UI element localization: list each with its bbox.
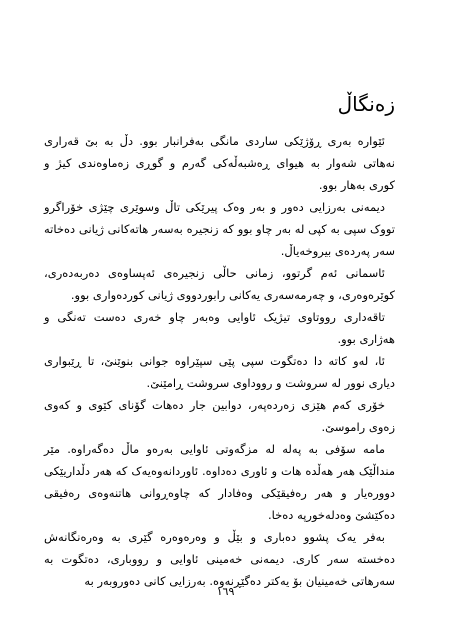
chapter-title: زەنگاڵ <box>337 92 395 116</box>
paragraph: مامە سۆفی بە پەلە لە مزگەوتی ئاوایی بەرەو ماڵ دەگەراوە. مێر منداڵێک هەر هەڵدە هات و ئاوری دەداوە. ئاوردانەوەیەک کە هەر دڵداریێکی دوورەیار و هەر رەفیقێکی وەفادار کە چاوەڕوانی هاتنەوەی رەفیقی دەکێشێ وەدلەخورپە دەخا. <box>44 442 395 522</box>
paragraph: خۆری کەم هێزی زەردەپەر، دوابین جار دەهات گۆنای کێوی و کەوی زەوی راموسێ. <box>44 398 395 434</box>
body-text <box>44 130 395 592</box>
paragraph: بەفر یەک پشوو دەباری و بێڵ و وەرەوەرە گێری بە وەرەنگانەش دەخستە سەر کاری. دیمەنی خەمینی ئاوایی و رووباری، دەتگوت بە سەرهاتی خەمینیان بۆ یەکتر دەگێڕنەوە. بەرزایی کانی دەوروبەر بە <box>44 530 395 588</box>
paragraph: تاقەداری رووتاوی تیژیک ئاوایی وەبەر چاو خەری دەست تەنگی و هەژاری بوو. <box>44 310 395 346</box>
page-number: ١٦٩ <box>216 585 235 598</box>
paragraph: ئا، لەو کاتە دا دەتگوت سپی پێی سپێراوە جوانی بنوێنێ، تا ڕێبواری دیاری نوور لە سروشت و رووداوی سروشت ڕامێنێ. <box>44 354 395 390</box>
paragraph: ئێوارە بەری ڕۆژێکی ساردی مانگی بەفرانبار بوو. دڵ بە بێ قەراری نەهاتی شەوار بە هیوای ڕەشبەڵەکی گەرم و گوڕی زەماوەندی کیژ و کوری بەهار بوو. <box>44 134 395 192</box>
paragraph: دیمەنی بەرزایی دەور و بەر وەک پیرێکی تاڵ وسوێری چێژی خۆراگرو تووک سپی بە کپی لە بەر چاو بوو کە زنجیرە بەسەر هاتەکانی ژیانی دەخاتە سەر پەردەی بیروخەیاڵ. <box>44 200 395 258</box>
paragraph: ئاسمانی ئەم گرتوو، زمانی حاڵی زنجیرەی ئەپساوەی دەربەدەری، کوێرەوەری، و چەرمەسەری یەکانی رابوردووی ژیانی کوردەواری بوو. <box>44 266 395 302</box>
